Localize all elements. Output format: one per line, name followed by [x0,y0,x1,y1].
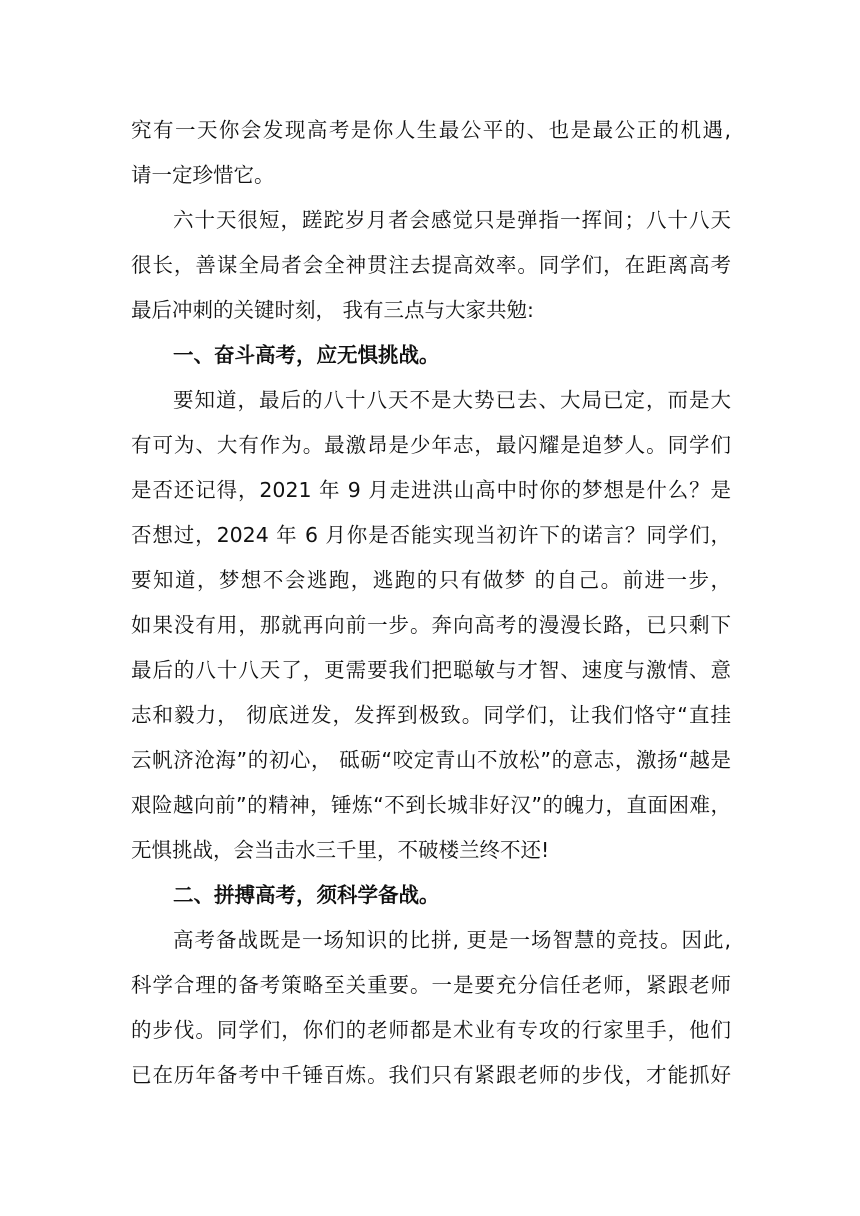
text-line: 很长，善谋全局者会全神贯注去提高效率。同学们，在距离高考 [131,253,731,277]
text-line: 要知道，最后的八十八天不是大势已去、大局已定，而是大 [173,388,731,412]
text-line: 否想过，2024 年 6 月你是否能实现当初许下的诺言？同学们， [131,523,731,547]
text-line: 六十天很短，蹉跎岁月者会感觉只是弹指一挥间；八十八天 [173,208,731,232]
text-line: 志和毅力， 彻底迸发，发挥到极致。同学们，让我们恪守“直挂 [131,703,731,727]
text-line: 有可为、大有作为。最激昂是少年志，最闪耀是追梦人。同学们 [131,433,731,457]
section-heading: 一、奋斗高考，应无惧挑战。 [173,343,440,367]
text-line: 云帆济沧海”的初心， 砥砺“咬定青山不放松”的意志，激扬“越是 [131,748,731,772]
text-line: 最后冲刺的关键时刻， 我有三点与大家共勉: [131,298,534,322]
section-heading: 二、拼搏高考，须科学备战。 [173,883,440,907]
text-line: 请一定珍惜它。 [131,163,275,187]
document-body [131,108,731,1098]
text-line: 科学合理的备考策略至关重要。一是要充分信任老师，紧跟老师 [131,973,731,997]
text-line: 如果没有用，那就再向前一步。奔向高考的漫漫长路，已只剩下 [131,613,731,637]
text-line: 高考备战既是一场知识的比拼, 更是一场智慧的竞技。因此, [173,928,731,952]
text-line: 的步伐。同学们，你们的老师都是术业有专攻的行家里手，他们 [131,1018,731,1042]
text-line: 艰险越向前”的精神，锤炼“不到长城非好汉”的魄力，直面困难， [131,793,731,817]
text-line: 要知道，梦想不会逃跑，逃跑的只有做梦 的自己。前进一步， [131,568,731,592]
text-line: 究有一天你会发现高考是你人生最公平的、也是最公正的机遇, [131,118,731,142]
text-line: 已在历年备考中千锤百炼。我们只有紧跟老师的步伐，才能抓好 [131,1063,731,1087]
text-line: 是否还记得，2021 年 9 月走进洪山高中时你的梦想是什么？是 [131,478,731,502]
text-line: 无惧挑战，会当击水三千里，不破楼兰终不还! [131,838,550,862]
text-line: 最后的八十八天了，更需要我们把聪敏与才智、速度与激情、意 [131,658,731,682]
